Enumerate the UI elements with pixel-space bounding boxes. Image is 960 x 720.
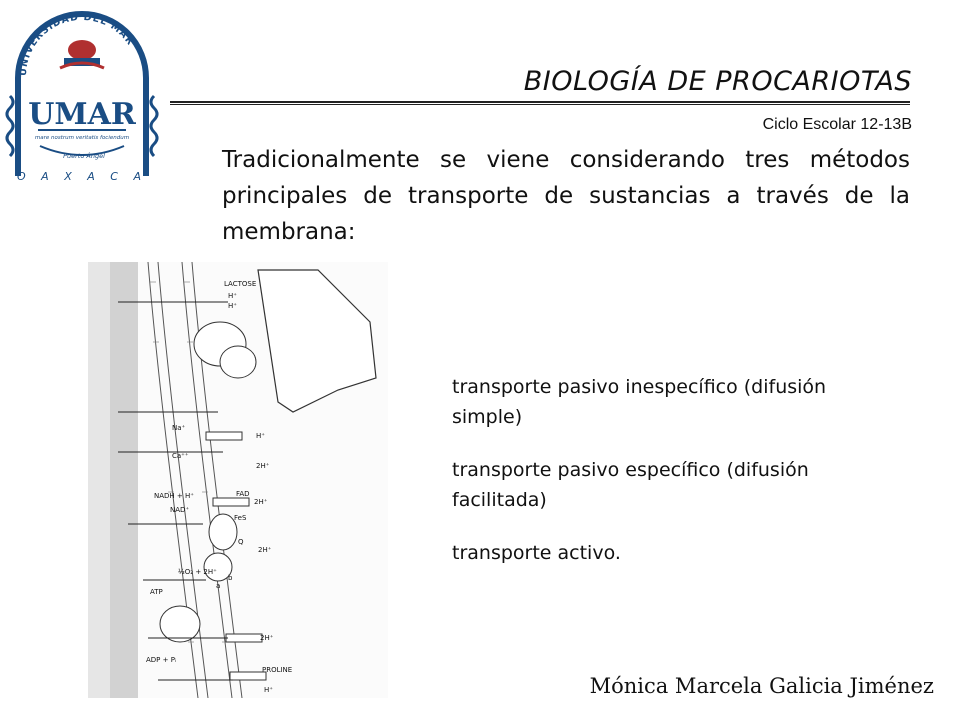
title-rule-thin	[170, 104, 910, 105]
fig-label-2h-4: 2H⁺	[260, 634, 274, 642]
fig-label-atp: ATP	[150, 588, 163, 596]
fig-label-a: a	[216, 582, 221, 590]
fig-label-h-1: H⁺	[228, 292, 237, 300]
fig-label-proline: PROLINE	[262, 666, 293, 674]
fig-label-nadh: NADH + H⁺	[154, 492, 194, 500]
list-item: transporte pasivo específico (difusión facilitada)	[452, 459, 809, 511]
fig-label-h-2: H⁺	[228, 302, 237, 310]
school-cycle: Ciclo Escolar 12-13B	[762, 116, 912, 133]
fig-label-adp: ADP + Pᵢ	[146, 656, 177, 664]
fig-label-2h-2: 2H⁺	[254, 498, 268, 506]
fig-label-h-4: H⁺	[264, 686, 273, 694]
fig-label-q: Q	[238, 538, 244, 546]
logo-arc-text: UNIVERSIDAD DEL MAR	[17, 11, 136, 77]
transport-methods-list	[452, 372, 892, 591]
fig-label-fad: FAD	[236, 490, 250, 498]
fig-label-2h-3: 2H⁺	[258, 546, 272, 554]
fig-label-ca: Ca⁺⁺	[172, 452, 189, 460]
university-logo	[4, 6, 160, 186]
membrane-transport-figure	[88, 262, 388, 698]
fig-label-o2: ½O₂ + 2H⁺	[178, 568, 217, 576]
author-name: Mónica Marcela Galicia Jiménez	[589, 674, 934, 698]
logo-place: Puerto Ángel	[63, 152, 105, 160]
logo-monogram: UMAR	[28, 97, 136, 132]
fig-label-2h-1: 2H⁺	[256, 462, 270, 470]
course-title: BIOLOGÍA DE PROCARIOTAS	[523, 66, 912, 97]
fig-label-lactose: LACTOSE	[224, 280, 257, 288]
logo-state: O A X A C A	[17, 170, 147, 183]
list-item: transporte pasivo inespecífico (difusión simple)	[452, 376, 827, 428]
logo-motto: mare nostrum veritatis fociendum	[34, 135, 130, 141]
fig-label-b: b	[228, 574, 233, 582]
intro-paragraph: Tradicionalmente se viene considerando tres métodos principales de transporte de sustancias a través de la membrana:	[222, 147, 910, 245]
list-item: transporte activo.	[452, 542, 621, 564]
fig-label-na: Na⁺	[172, 424, 186, 432]
title-rule	[170, 101, 910, 103]
fig-label-h-3: H⁺	[256, 432, 265, 440]
fig-label-nad: NAD⁺	[170, 506, 190, 514]
fig-label-fes: FeS	[234, 514, 247, 522]
